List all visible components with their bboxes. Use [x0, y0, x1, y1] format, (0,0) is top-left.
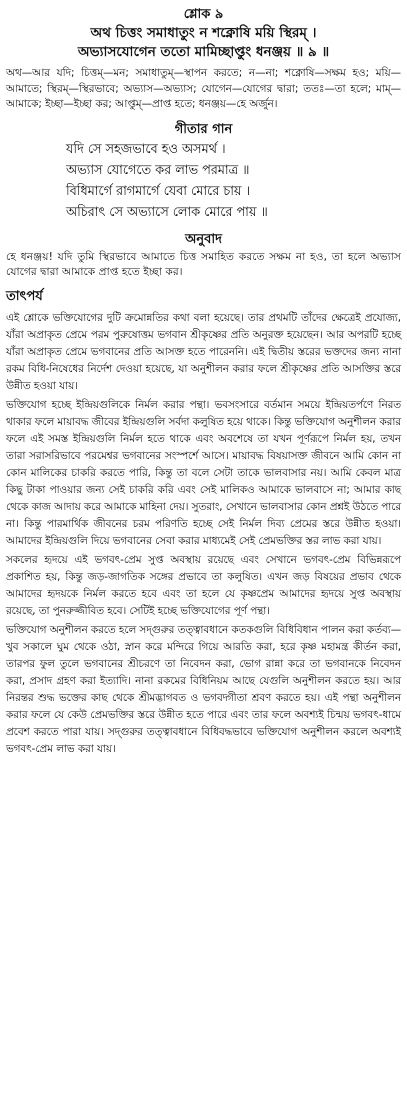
song-line-3: বিধিমার্গে রাগমার্গে যেবা মোরে চায় । [66, 183, 251, 199]
song-line-1: যদি সে সহজভাবে হও অসমর্থ । [66, 141, 226, 157]
purport-paragraph-3: সকলের হৃদয়ে এই ভগবৎ-প্রেম সুপ্ত অবস্থায় রয়েছে এবং সেখানে ভগবৎ-প্রেম বিভিন্নরূপে প্রকাশিত হয়, কিন্তু জড়-জাগতিক সঙ্গের প্রভাবে তা কলুষিত। এখন জড় বিষয়ের প্রভাব থেকে আমাদের হৃদয়কে নির্মল করতে হবে এবং তা হলে যে কৃষ্ণপ্রেম আমাদের হৃদয়ে সুপ্ত অবস্থায় রয়েছে, তা পুনরুজ্জীবিত হবে। সেটিই হচ্ছে ভক্তিযোগের পূর্ণ পন্থা। [6, 553, 401, 617]
purport-title: তাৎপর্য [6, 288, 43, 304]
verse-header [6, 6, 401, 62]
purport-paragraph-1: এই শ্লোকে ভক্তিযোগের দুটি ক্রমোন্নতির কথা বলা হয়েছে। তার প্রথমটি তাঁদের ক্ষেত্রেই প্রযোজ্য, যাঁরা অপ্রাকৃত প্রেমে পরম পুরুষোত্তম ভগবান শ্রীকৃষ্ণের প্রতি অনুরক্ত হয়েছেন। আর অপরটি হচ্ছে যাঁরা অপ্রাকৃত প্রেমে ভগবানের প্রতি আসক্ত হতে পারেননি। এই দ্বিতীয় স্তরের ভক্তদের জন্য নানা রকম বিধি-নিষেধের নির্দেশ দেওয়া হয়েছে, যা অনুশীলন করার ফলে শ্রীকৃষ্ণের প্রতি আসক্তির স্তরে উন্নীত হওয়া যায়। [6, 311, 401, 392]
purport-paragraph-4: ভক্তিযোগ অনুশীলন করতে হলে সদ্‌গুরুর তত্ত্বাবধানে কতকগুলি বিধিবিধান পালন করা কর্তব্য—খুব সকালে ঘুম থেকে ওঠা, স্নান করে মন্দিরে গিয়ে আরতি করা, হরে কৃষ্ণ মহামন্ত্র কীর্তন করা, তারপর ফুল তুলে ভগবানের শ্রীচরণে তা নিবেদন করা, ভোগ রান্না করে তা ভগবানকে নিবেদন করা, প্রসাদ গ্রহণ করা ইত্যাদি। নানা রকমের বিধিনিয়ম আছে যেগুলি অনুশীলন করতে হয়। আর নিরন্তর শুদ্ধ ভক্তের কাছ থেকে শ্রীমদ্ভাগবত ও ভগবদ্গীতা শ্রবণ করতে হয়। এই পন্থা অনুশীলন করার ফলে যে কেউ প্রেমভক্তির স্তরে উন্নীত হতে পারে এবং তার ফলে অবশ্যই চিন্ময় ভগবৎ-ধামে প্রবেশ করতে পারা যায়। সদ্‌গুরুর তত্ত্বাবধানে বিধিবদ্ধভাবে ভক্তিযোগ অনুশীলন করলে অবশ্যই ভগবৎ-প্রেম লাভ করা যায়। [6, 623, 401, 755]
translation-text: হে ধনঞ্জয়! যদি তুমি স্থিরভাবে আমাতে চিত্ত সমাহিত করতে সক্ষম না হও, তা হলে অভ্যাস যোগের দ্বারা আমাকে প্রাপ্ত হতে ইচ্ছা কর। [6, 249, 401, 278]
song-title: গীতার গান [174, 121, 233, 137]
verse-line-1: অথ চিত্তং সমাধাতুং ন শক্নোষি ময়ি স্থিরম্ । [90, 25, 317, 41]
translation-title: অনুবাদ [185, 231, 222, 247]
purport-section [6, 288, 401, 758]
verse-line-2: অভ্যাসযোগেন ততো মামিচ্ছাপ্তুং ধনঞ্জয় ॥ ৯ ॥ [77, 44, 330, 60]
translation-section [6, 231, 401, 280]
shloka-title: শ্লোক ৯ [183, 7, 224, 22]
purport-paragraph-2: ভক্তিযোগ হচ্ছে ইন্দ্রিয়গুলিকে নির্মল করার পন্থা। ভবসংসারে বর্তমান সময়ে ইন্দ্রিয়তর্পণে নিরত থাকার ফলে মায়াবদ্ধ জীবের ইন্দ্রিয়গুলি সর্বদা কলুষিত হয়ে থাকে। কিন্তু ভক্তিযোগ অনুশীলন করার ফলে এই সমস্ত ইন্দ্রিয়গুলি নির্মল হতে থাকে এবং অবশেষে তা যখন পূর্ণরূপে নির্মল হয়, তখন তারা সরাসরিভাবে পরমেশ্বর ভগবানের সংস্পর্শে আসে। মায়াবদ্ধ বিষয়াসক্ত জীবনে আমি কোন না কোন মালিকের চাকরি করতে পারি, কিন্তু তা বলে সেটা তাকে ভালবাসার নয়। আমি কেবল মাত্র কিছু টাকা পাওয়ার জন্য সেই চাকরি করি এবং সেই মালিকও আমাকে ভালবাসে না; আমার কাছ থেকে কাজ আদায় করে আমাকে মাহিনা দেয়। সুতরাং, সেখানে ভালবাসার কোন প্রশ্নই উঠতে পারে না। কিন্তু পারমার্থিক জীবনের চরম পরিণতি হচ্ছে সেই নির্মল দিব্য প্রেমের স্তরে উন্নীত হওয়া। আমাদের ইন্দ্রিয়গুলি দিয়ে ভগবানের সেবা করার মাধ্যমেই সেই প্রেমভক্তির স্তর লাভ করা যায়। [6, 398, 401, 547]
song-line-2: অভ্যাস যোগেতে কর লাভ পরমাত্র ॥ [66, 162, 250, 178]
word-meaning: অথ—আর যদি; চিত্তম্—মন; সমাধাতুম্—স্থাপন করতে; ন—না; শক্নোষি—সক্ষম হও; ময়ি—আমাতে; স্থিরম্—স্থিরভাবে; অভ্যাস—অভ্যাস; যোগেন—যোগের দ্বারা; ততঃ—তা হলে; মাম্—আমাকে; ইচ্ছা—ইচ্ছা কর; আপ্তুম্—প্রাপ্ত হতে; ধনঞ্জয়—হে অর্জুন। [6, 67, 401, 110]
song-section [6, 121, 401, 223]
song-line-4: অচিরাৎ সে অভ্যাসে লোক মোরে পায় ॥ [66, 204, 268, 220]
